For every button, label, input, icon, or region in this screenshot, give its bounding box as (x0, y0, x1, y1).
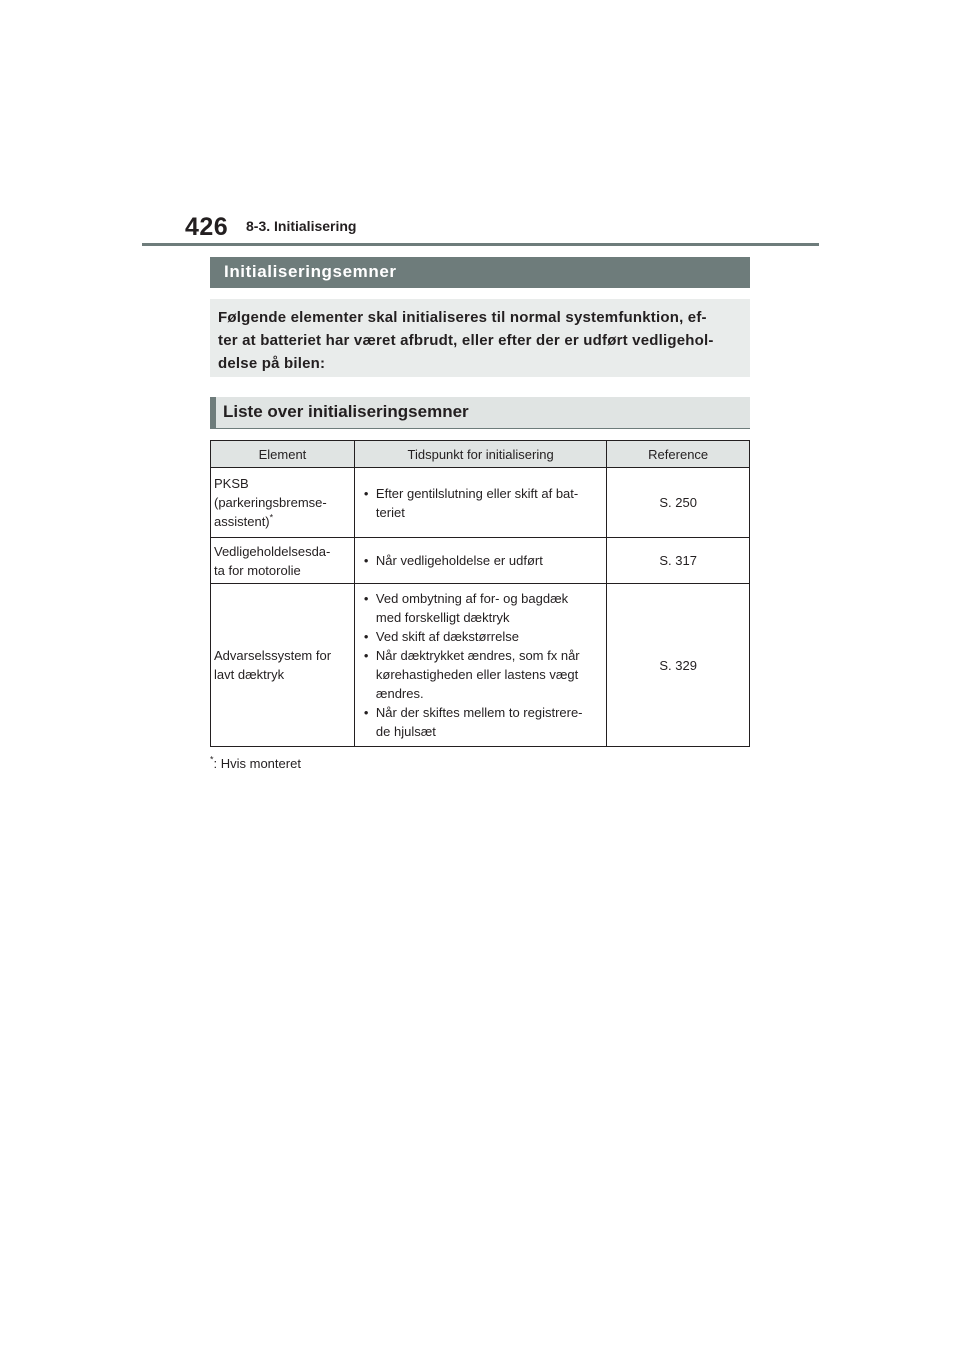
table-header-row (211, 441, 750, 468)
intro-line: Følgende elementer skal initialiseres til normal systemfunktion, ef- (218, 309, 707, 326)
timing-item: • Efter gentilslutning eller skift af bat- teriet (362, 484, 602, 522)
footnote-mark: * (269, 512, 274, 523)
reference-cell: S. 250 (607, 468, 750, 538)
initialization-table (210, 440, 750, 747)
element-line: ta for motorolie (214, 562, 301, 578)
element-line: lavt dæktryk (214, 667, 285, 682)
reference-cell: S. 317 (607, 538, 750, 584)
timing-cell (354, 468, 606, 538)
intro-line: delse på bilen: (218, 355, 326, 372)
footnote (210, 754, 301, 773)
reference-cell: S. 329 (607, 584, 750, 747)
element-line: Vedligeholdelsesda- (214, 543, 331, 559)
timing-cell (354, 538, 606, 584)
table-row (211, 468, 750, 538)
timing-item: • Når der skiftes mellem to registrere- de hjulsæt (362, 703, 602, 741)
element-cell (211, 538, 355, 584)
timing-cell (354, 584, 606, 747)
sub-heading: Liste over initialiseringsemner (210, 397, 750, 429)
section-title: 8-3. Initialisering (246, 218, 357, 234)
element-line: Advarselssystem for (214, 648, 332, 663)
page-number: 426 (185, 213, 229, 241)
timing-item: • Ved ombytning af for- og bagdæk med forskelligt dæktryk (362, 589, 602, 627)
element-cell (211, 584, 355, 747)
intro-line: ter at batteriet har været afbrudt, eller efter der er udført vedligehol- (218, 332, 714, 349)
main-heading: Initialiseringsemner (210, 257, 750, 288)
column-header-timing: Tidspunkt for initialisering (354, 441, 606, 468)
header-divider (142, 243, 819, 246)
timing-item: • Ved skift af dækstørrelse (362, 627, 602, 646)
element-cell (211, 468, 355, 538)
footnote-text: : Hvis monteret (213, 756, 301, 771)
column-header-reference: Reference (607, 441, 750, 468)
table-row (211, 584, 750, 747)
timing-item: • Når dæktrykket ændres, som fx når kørehastigheden eller lastens vægt ændres. (362, 646, 602, 703)
element-line: assistent)* (214, 512, 274, 529)
timing-item: • Når vedligeholdelse er udført (362, 551, 602, 570)
element-line: PKSB (214, 476, 249, 491)
column-header-element: Element (211, 441, 355, 468)
table-row (211, 538, 750, 584)
intro-box (210, 299, 750, 377)
footnote-mark: * (210, 754, 214, 765)
element-line: (parkeringsbremse- (214, 495, 327, 510)
